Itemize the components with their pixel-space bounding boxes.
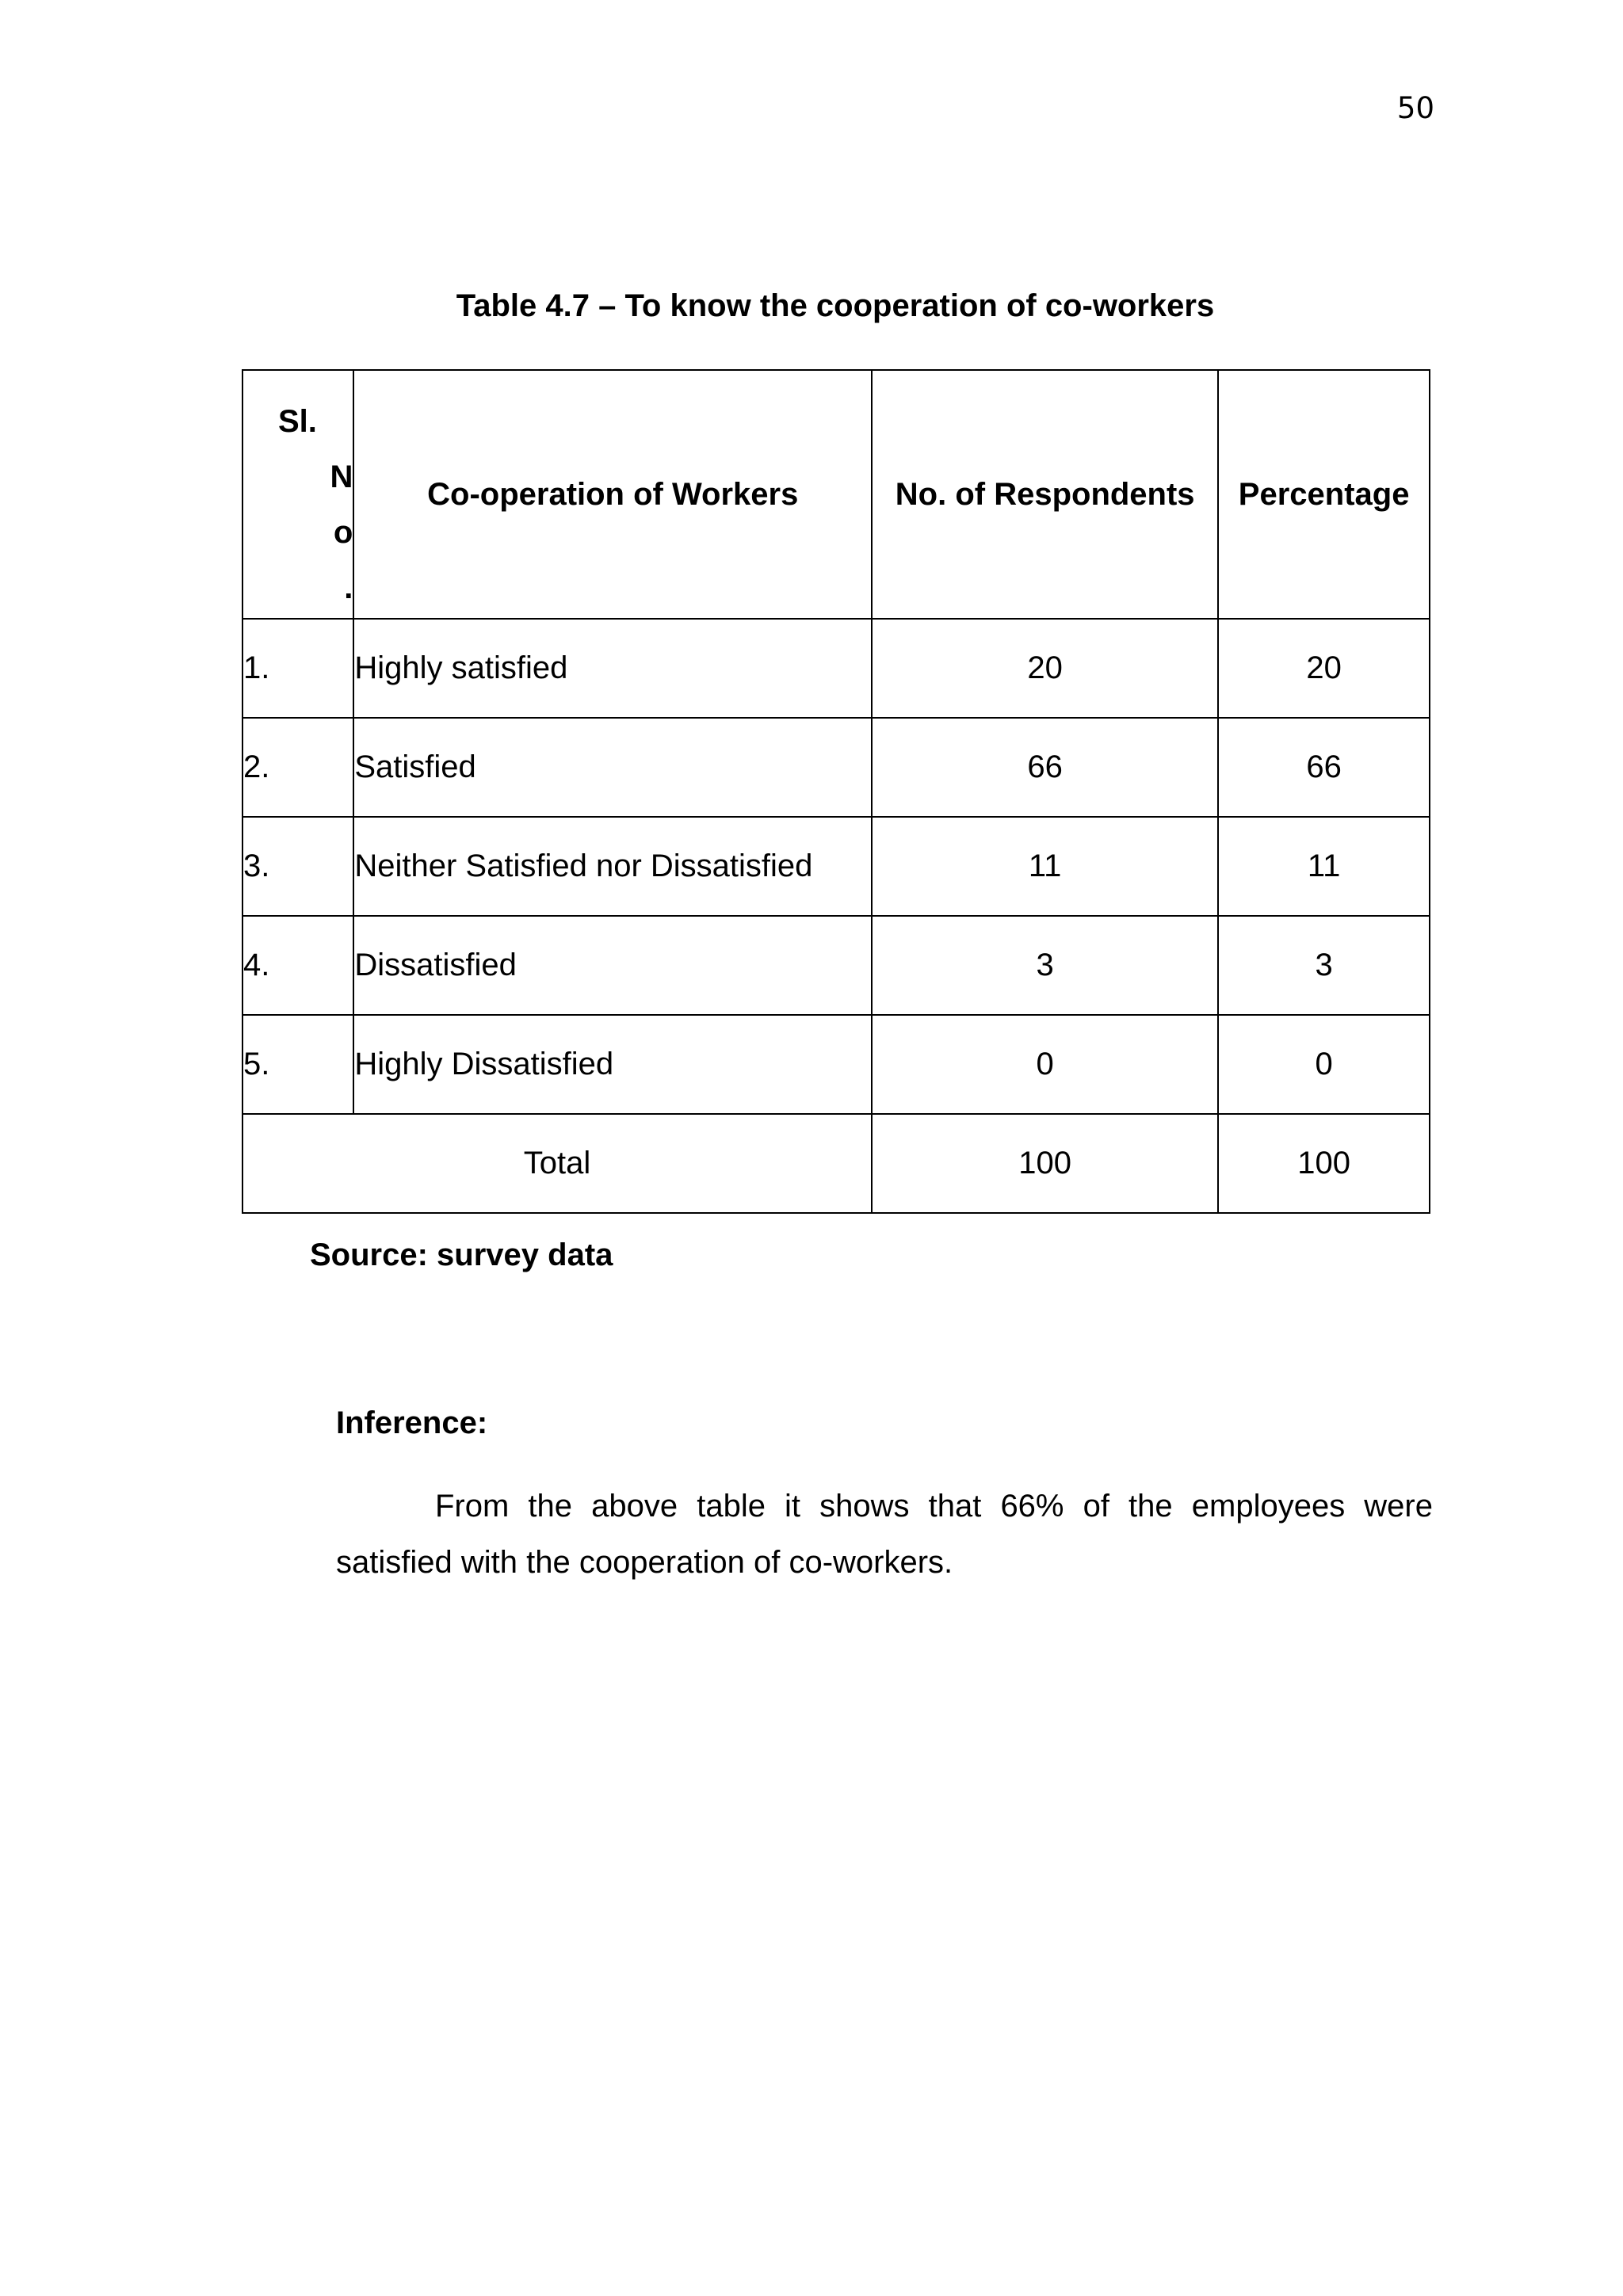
table-header-row — [242, 370, 1430, 619]
header-sl-letter: o — [333, 515, 353, 550]
cell-total-percentage: 100 — [1218, 1114, 1430, 1213]
table-caption: Table 4.7 – To know the cooperation of co-workers — [456, 288, 1215, 323]
cell-respondents: 3 — [872, 916, 1218, 1015]
table-row — [242, 718, 1430, 817]
data-table — [242, 369, 1430, 1214]
cell-total-label: Total — [242, 1114, 872, 1213]
cell-cooperation: Highly Dissatisfied — [353, 1015, 872, 1114]
cell-cooperation: Neither Satisfied nor Dissatisfied — [353, 817, 872, 916]
cell-cooperation: Satisfied — [353, 718, 872, 817]
table-row — [242, 916, 1430, 1015]
header-sl-label: Sl. — [278, 404, 317, 439]
table-total-row — [242, 1114, 1430, 1213]
cell-respondents: 66 — [872, 718, 1218, 817]
cell-sl-no: 5. — [242, 1015, 353, 1114]
header-percentage: Percentage — [1218, 370, 1430, 619]
header-sl-letter: N — [330, 460, 353, 494]
header-respondents: No. of Respondents — [872, 370, 1218, 619]
cell-percentage: 11 — [1218, 817, 1430, 916]
source-note: Source: survey data — [310, 1238, 613, 1272]
cell-respondents: 20 — [872, 619, 1218, 718]
cell-cooperation: Highly satisfied — [353, 619, 872, 718]
cell-sl-no: 1. — [242, 619, 353, 718]
table-row — [242, 1015, 1430, 1114]
cell-percentage: 20 — [1218, 619, 1430, 718]
table-row — [242, 619, 1430, 718]
cell-sl-no: 3. — [242, 817, 353, 916]
page-number: 50 — [1396, 91, 1434, 125]
cell-percentage: 0 — [1218, 1015, 1430, 1114]
cell-respondents: 0 — [872, 1015, 1218, 1114]
cell-sl-no: 2. — [242, 718, 353, 817]
cell-sl-no: 4. — [242, 916, 353, 1015]
cell-cooperation: Dissatisfied — [353, 916, 872, 1015]
cell-percentage: 66 — [1218, 718, 1430, 817]
cell-respondents: 11 — [872, 817, 1218, 916]
inference-body: From the above table it shows that 66% of the employees were satisfied with the cooperation of co-workers. — [336, 1489, 1433, 1580]
header-sl-letter: . — [344, 570, 353, 605]
cell-total-respondents: 100 — [872, 1114, 1218, 1213]
cell-percentage: 3 — [1218, 916, 1430, 1015]
header-sl-no — [242, 370, 353, 619]
header-cooperation: Co-operation of Workers — [353, 370, 872, 619]
inference-heading: Inference: — [336, 1405, 488, 1440]
table-row — [242, 817, 1430, 916]
